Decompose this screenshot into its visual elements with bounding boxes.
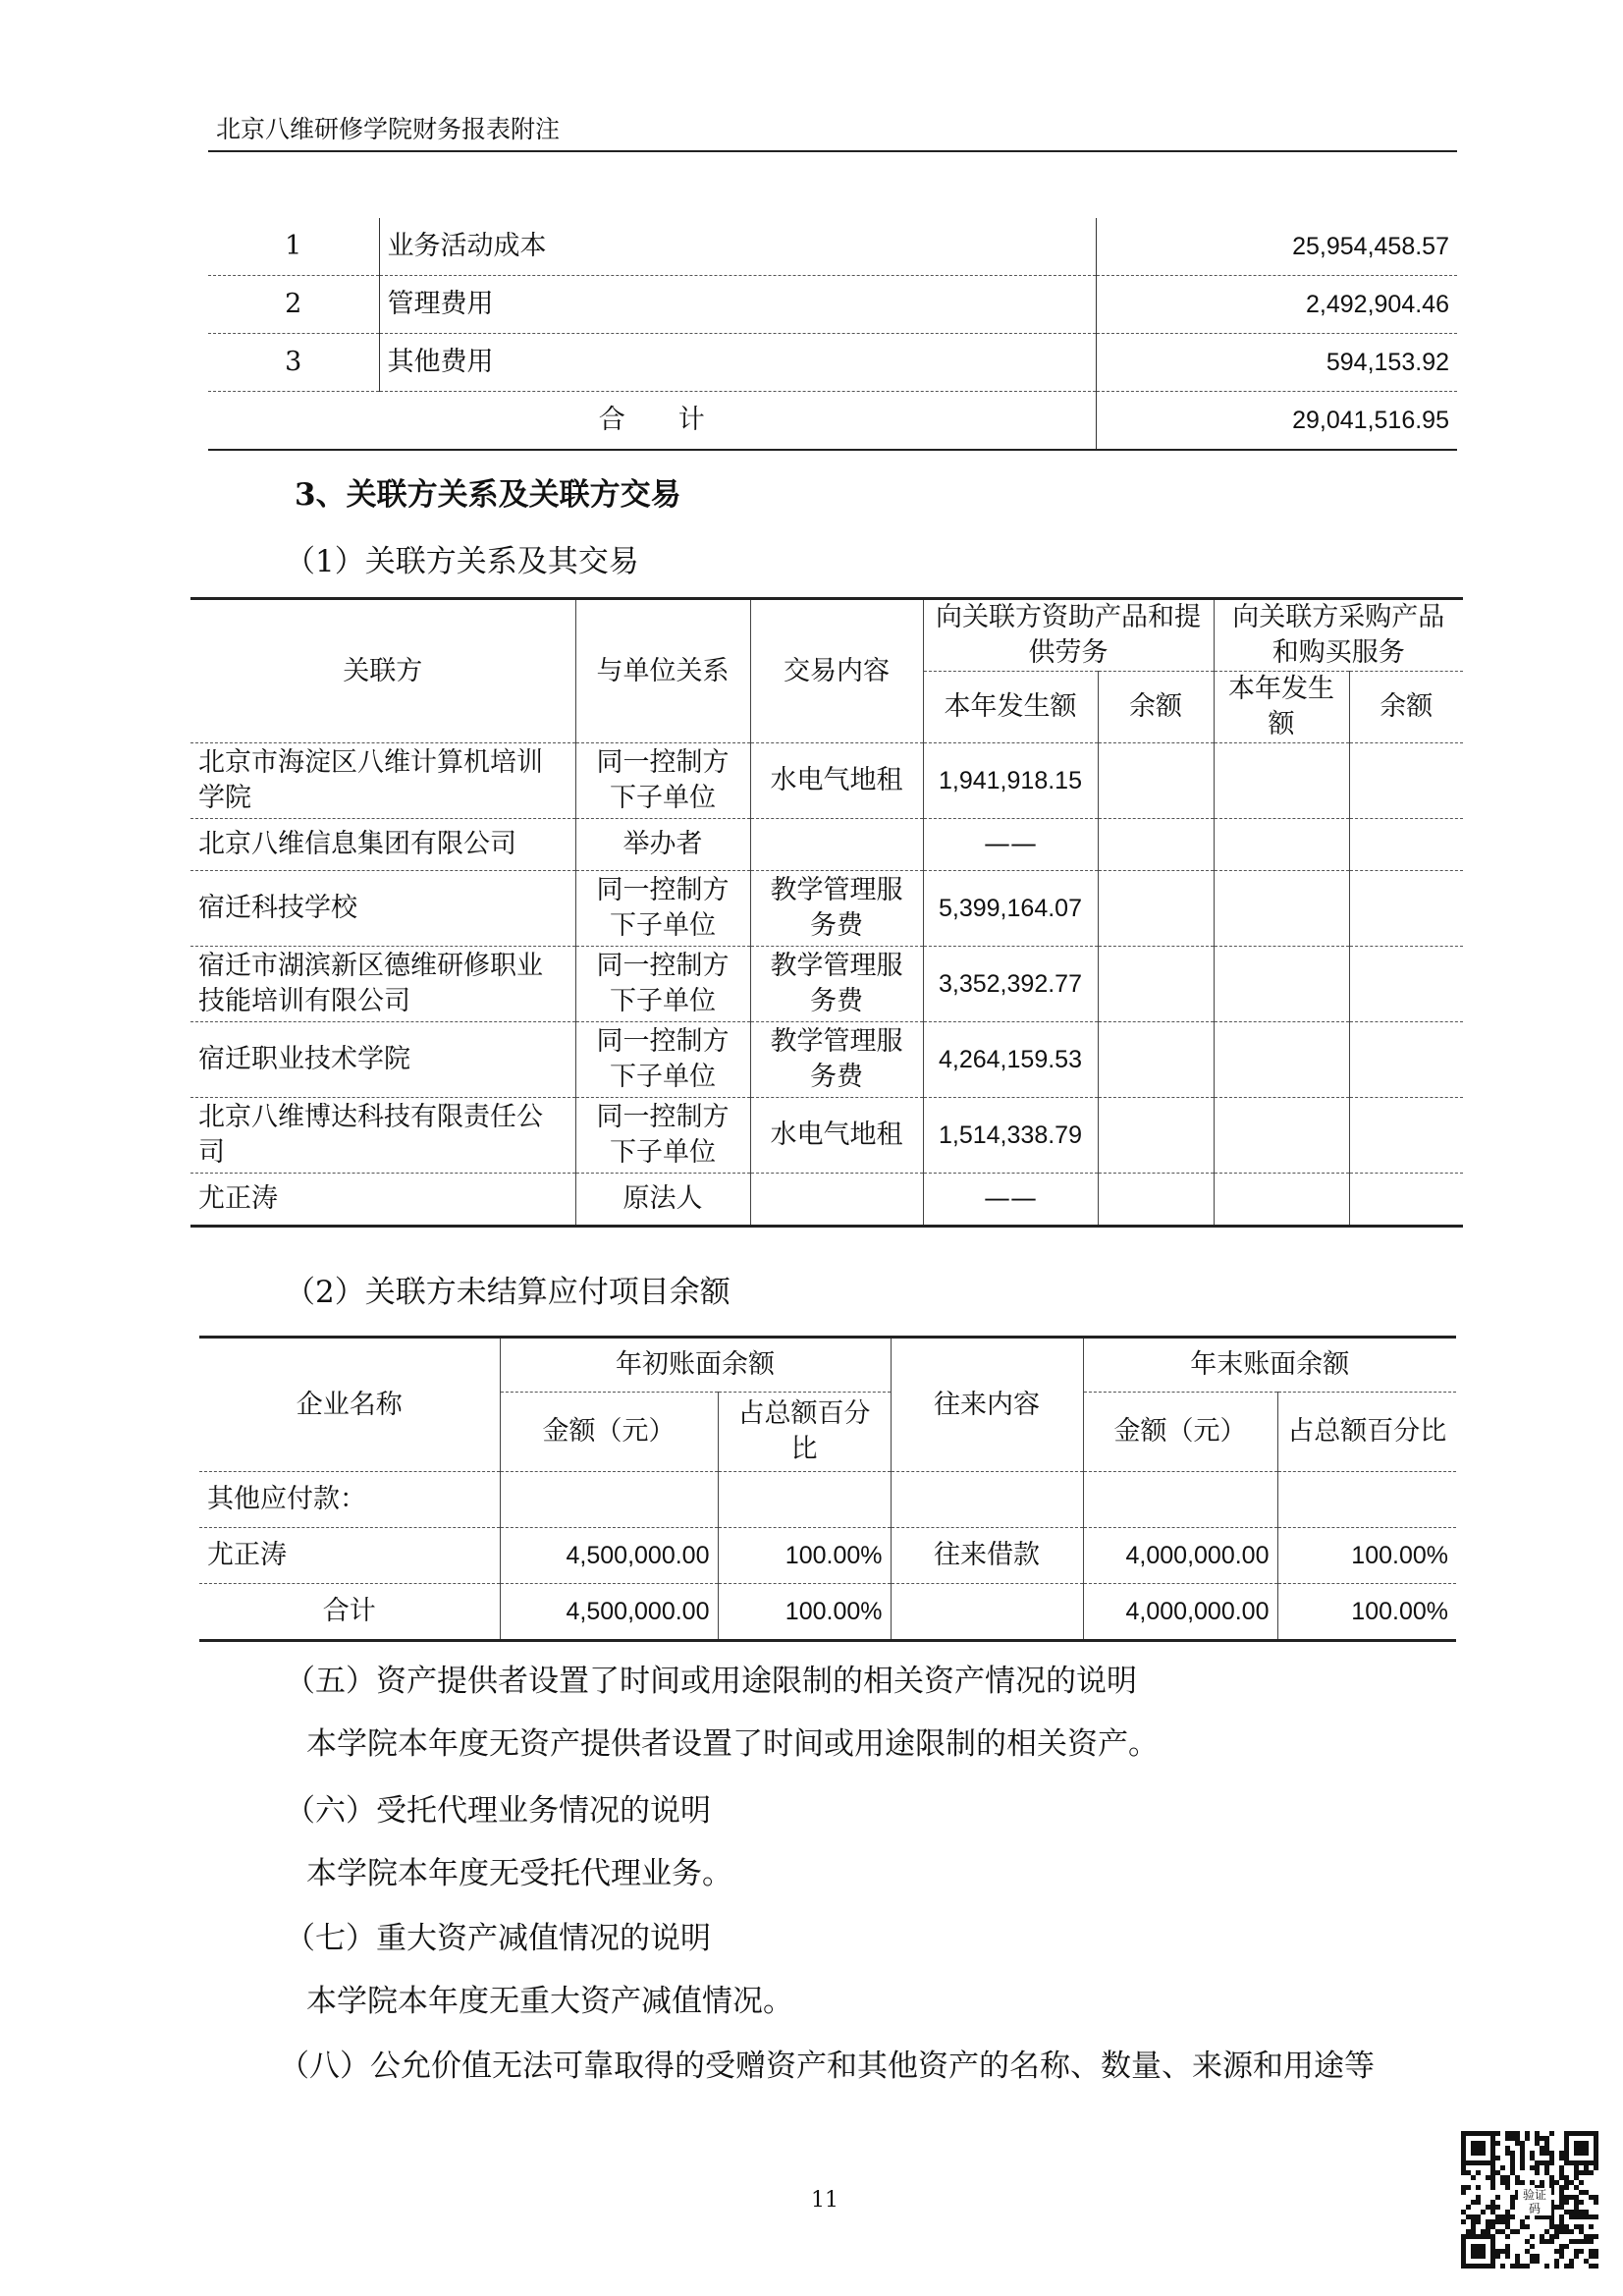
subsection-title: （1）关联方关系及其交易	[285, 544, 639, 579]
header-row	[190, 599, 1463, 672]
header-provide: 向关联方资助产品和提供劳务	[923, 599, 1214, 672]
expense-item: 其他费用	[379, 334, 1096, 392]
qr-caption: 验证码	[1518, 2188, 1551, 2215]
empty-cell	[500, 1472, 718, 1528]
header-relation: 与单位关系	[575, 599, 750, 743]
annual-amount: ——	[923, 819, 1098, 871]
end-amount: 4,000,000.00	[1083, 1584, 1277, 1641]
empty-cell	[1098, 743, 1214, 819]
party-relation: 同一控制方下子单位	[575, 1022, 750, 1098]
page-header-title: 北京八维研修学院财务报表附注	[216, 115, 561, 143]
paragraph-body: 本学院本年度无资产提供者设置了时间或用途限制的相关资产。	[306, 1726, 1159, 1762]
header-party: 关联方	[190, 599, 575, 743]
annual-amount: 4,264,159.53	[923, 1022, 1098, 1098]
expense-amount: 25,954,458.57	[1096, 218, 1457, 276]
party-name: 北京市海淀区八维计算机培训学院	[190, 743, 575, 819]
empty-cell	[1098, 871, 1214, 947]
empty-cell	[1214, 1098, 1349, 1174]
paragraph-title: （八）公允价值无法可靠取得的受赠资产和其他资产的名称、数量、来源和用途等	[279, 2049, 1375, 2084]
expense-table	[208, 218, 1457, 451]
party-name: 北京八维信息集团有限公司	[190, 819, 575, 871]
expense-amount: 594,153.92	[1096, 334, 1457, 392]
header-content: 交易内容	[750, 599, 923, 743]
table-row	[190, 819, 1463, 871]
table-row	[208, 334, 1457, 392]
header-purchase: 向关联方采购产品和购买服务	[1214, 599, 1463, 672]
header-amount-2: 金额（元）	[1083, 1393, 1277, 1472]
annual-amount: 5,399,164.07	[923, 871, 1098, 947]
category-label: 其他应付款：	[199, 1472, 500, 1528]
total-label: 合 计	[208, 392, 1096, 451]
transaction-content	[750, 819, 923, 871]
header-amount: 金额（元）	[500, 1393, 718, 1472]
empty-cell	[1098, 1022, 1214, 1098]
section-title: 3、关联方关系及关联方交易	[295, 477, 681, 513]
header-annual-2: 本年发生额	[1214, 672, 1349, 743]
begin-amount: 4,500,000.00	[500, 1584, 718, 1641]
header-row	[199, 1338, 1456, 1393]
transaction-content: 水电气地租	[750, 743, 923, 819]
header-begin-balance: 年初账面余额	[500, 1338, 891, 1393]
qr-code-icon	[1461, 2131, 1598, 2269]
party-relation: 同一控制方下子单位	[575, 1098, 750, 1174]
empty-cell	[1214, 1174, 1349, 1227]
table-row	[190, 743, 1463, 819]
empty-cell	[1349, 1022, 1463, 1098]
party-relation: 同一控制方下子单位	[575, 871, 750, 947]
begin-pct: 100.00%	[718, 1528, 891, 1584]
begin-amount: 4,500,000.00	[500, 1528, 718, 1584]
paragraph-title: （五）资产提供者设置了时间或用途限制的相关资产情况的说明	[285, 1664, 1137, 1699]
annual-amount: 3,352,392.77	[923, 947, 1098, 1022]
empty-cell	[1098, 819, 1214, 871]
empty-cell	[1349, 819, 1463, 871]
party-relation: 举办者	[575, 819, 750, 871]
header-annual: 本年发生额	[923, 672, 1098, 743]
category-row	[199, 1472, 1456, 1528]
annual-amount: ——	[923, 1174, 1098, 1227]
header-rule	[208, 150, 1457, 152]
table-row	[190, 1174, 1463, 1227]
empty-cell	[1349, 743, 1463, 819]
empty-cell	[1214, 871, 1349, 947]
header-pct-2: 占总额百分比	[1277, 1393, 1456, 1472]
transaction-content: 教学管理服务费	[750, 947, 923, 1022]
empty-cell	[1083, 1472, 1277, 1528]
row-number: 3	[208, 334, 379, 392]
empty-cell	[1349, 1174, 1463, 1227]
party-relation: 同一控制方下子单位	[575, 947, 750, 1022]
expense-amount: 2,492,904.46	[1096, 276, 1457, 334]
total-amount: 29,041,516.95	[1096, 392, 1457, 451]
total-row	[199, 1584, 1456, 1641]
transaction-content: 往来借款	[891, 1528, 1083, 1584]
end-pct: 100.00%	[1277, 1584, 1456, 1641]
end-amount: 4,000,000.00	[1083, 1528, 1277, 1584]
empty-cell	[1098, 947, 1214, 1022]
party-name: 北京八维博达科技有限责任公司	[190, 1098, 575, 1174]
party-name: 宿迁职业技术学院	[190, 1022, 575, 1098]
empty-cell	[718, 1472, 891, 1528]
annual-amount: 1,941,918.15	[923, 743, 1098, 819]
transaction-content	[891, 1584, 1083, 1641]
header-end-balance: 年末账面余额	[1083, 1338, 1456, 1393]
header-balance: 余额	[1098, 672, 1214, 743]
transaction-content: 水电气地租	[750, 1098, 923, 1174]
empty-cell	[1098, 1098, 1214, 1174]
empty-cell	[1098, 1174, 1214, 1227]
annual-amount: 1,514,338.79	[923, 1098, 1098, 1174]
subsection-title: （2）关联方未结算应付项目余额	[285, 1275, 730, 1310]
expense-item: 管理费用	[379, 276, 1096, 334]
table-row	[199, 1528, 1456, 1584]
table-row	[190, 871, 1463, 947]
empty-cell	[1349, 947, 1463, 1022]
empty-cell	[1214, 1022, 1349, 1098]
paragraph-body: 本学院本年度无重大资产减值情况。	[306, 1984, 793, 2019]
table-row	[208, 276, 1457, 334]
header-company: 企业名称	[199, 1338, 500, 1472]
empty-cell	[1214, 743, 1349, 819]
party-relation: 原法人	[575, 1174, 750, 1227]
paragraph-body: 本学院本年度无受托代理业务。	[306, 1856, 732, 1891]
header-balance-2: 余额	[1349, 672, 1463, 743]
table-row	[190, 947, 1463, 1022]
empty-cell	[1277, 1472, 1456, 1528]
empty-cell	[1214, 819, 1349, 871]
empty-cell	[1349, 1098, 1463, 1174]
company-name: 尤正涛	[199, 1528, 500, 1584]
expense-item: 业务活动成本	[379, 218, 1096, 276]
row-number: 1	[208, 218, 379, 276]
begin-pct: 100.00%	[718, 1584, 891, 1641]
total-row	[208, 392, 1457, 451]
transaction-content	[750, 1174, 923, 1227]
party-name: 宿迁科技学校	[190, 871, 575, 947]
payables-table	[199, 1336, 1456, 1642]
total-label: 合计	[199, 1584, 500, 1641]
table-row	[208, 218, 1457, 276]
related-party-table	[190, 597, 1463, 1228]
header-content: 往来内容	[891, 1338, 1083, 1472]
empty-cell	[1349, 871, 1463, 947]
page-number: 11	[811, 2188, 839, 2213]
party-name: 尤正涛	[190, 1174, 575, 1227]
transaction-content: 教学管理服务费	[750, 871, 923, 947]
header-pct: 占总额百分比	[718, 1393, 891, 1472]
party-name: 宿迁市湖滨新区德维研修职业技能培训有限公司	[190, 947, 575, 1022]
empty-cell	[891, 1472, 1083, 1528]
paragraph-title: （七）重大资产减值情况的说明	[285, 1921, 711, 1956]
empty-cell	[1214, 947, 1349, 1022]
table-row	[190, 1098, 1463, 1174]
transaction-content: 教学管理服务费	[750, 1022, 923, 1098]
party-relation: 同一控制方下子单位	[575, 743, 750, 819]
end-pct: 100.00%	[1277, 1528, 1456, 1584]
row-number: 2	[208, 276, 379, 334]
paragraph-title: （六）受托代理业务情况的说明	[285, 1793, 711, 1829]
table-row	[190, 1022, 1463, 1098]
